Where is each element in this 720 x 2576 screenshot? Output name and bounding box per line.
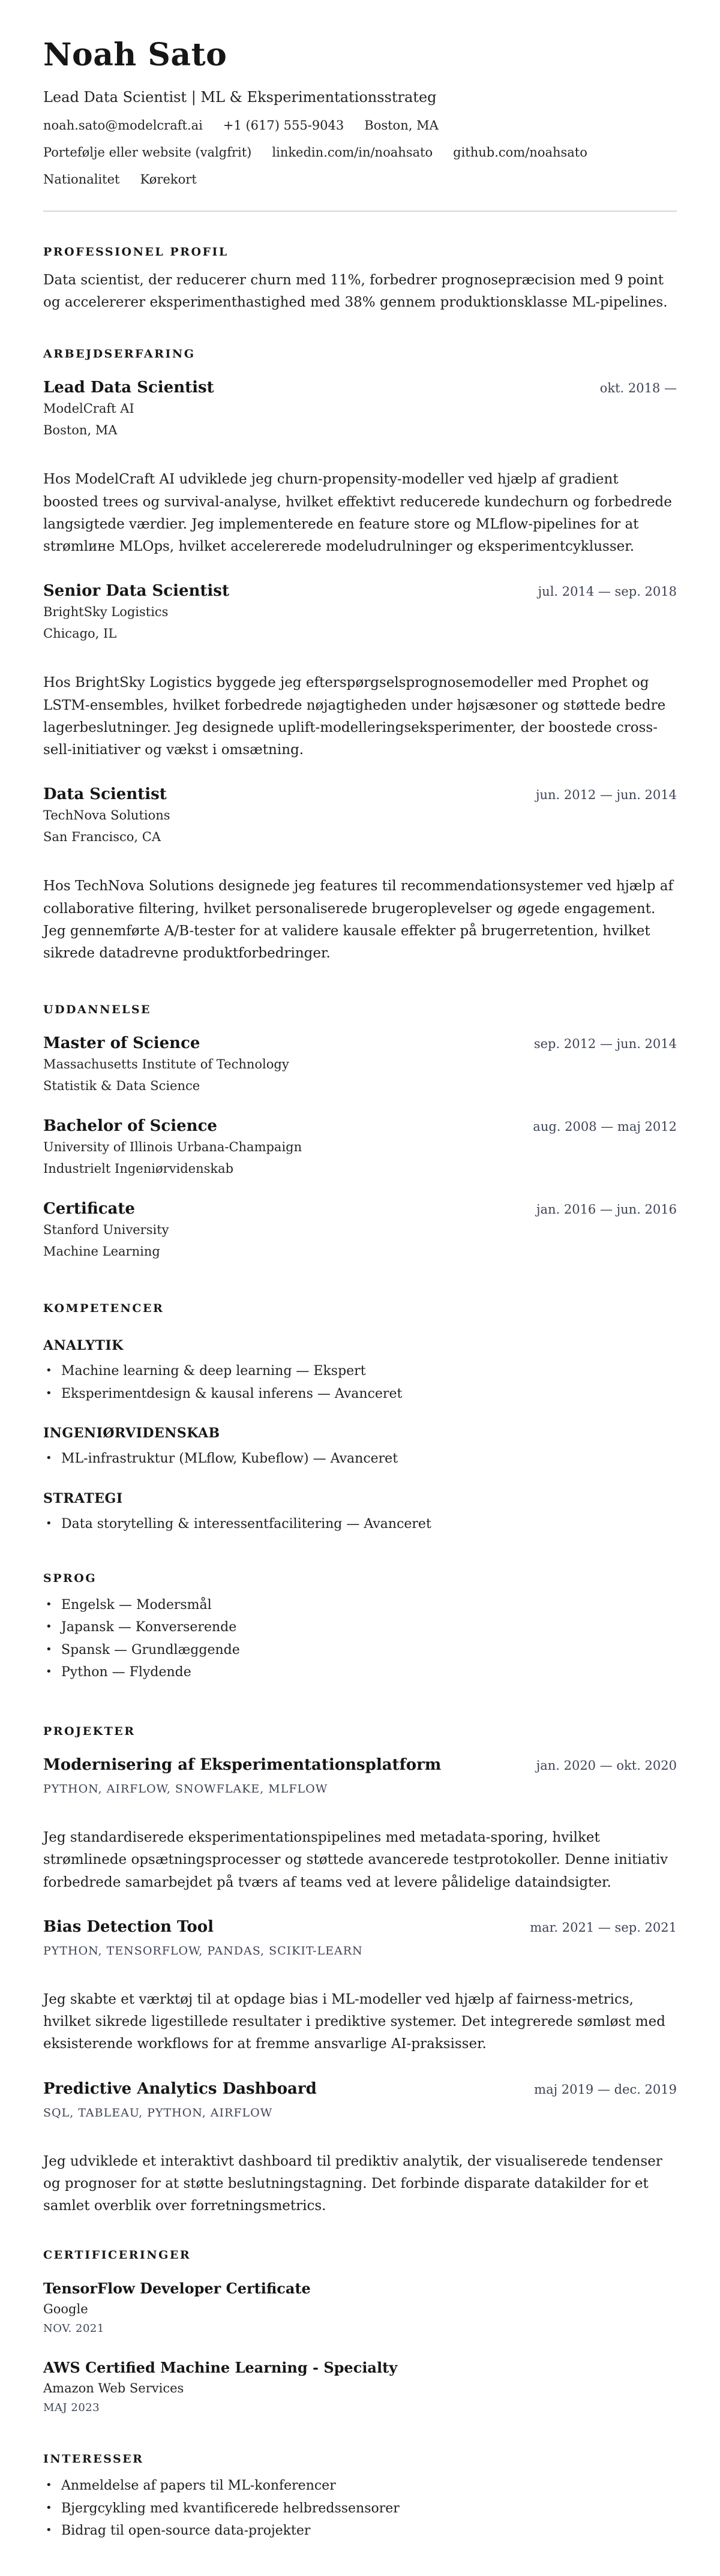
interest-item: • Bidrag til open-source data-projekter [43,2523,677,2540]
project-tags: PYTHON, AIRFLOW, SNOWFLAKE, MLFLOW [43,1782,328,1796]
skills-list [43,1363,677,1403]
education-heading: UDDANNELSE [43,1003,152,1017]
section-education [43,1003,677,1259]
project-dates: maj 2019 — dec. 2019 [534,2082,677,2097]
languages-list [43,1597,677,1682]
job-company: BrightSky Logistics [43,605,169,620]
education-degree: Bachelor of Science [43,1117,217,1136]
language-item: • Spansk — Grundlæggende [43,1642,677,1659]
certification-entry [43,2359,677,2414]
project-tags: PYTHON, TENSORFLOW, PANDAS, SCIKIT-LEARN [43,1944,363,1957]
section-interests [43,2452,677,2540]
project-entry [43,2080,677,2218]
candidate-title: Lead Data Scientist | ML & Eksperimentationsstrateg [43,88,437,106]
skills-heading: KOMPETENCER [43,1302,164,1316]
project-title: Predictive Analytics Dashboard [43,2079,317,2098]
education-degree: Certificate [43,1200,135,1218]
certification-date: NOV. 2021 [43,2322,104,2335]
job-title: Lead Data Scientist [43,379,214,397]
education-header [43,1117,677,1135]
education-header [43,1034,677,1052]
skills-group-title: ANALYTIK [43,1338,124,1354]
profile-heading: PROFESSIONEL PROFIL [43,245,229,259]
contact-row-3 [43,172,677,187]
project-dates: jan. 2020 — okt. 2020 [536,1758,677,1773]
project-header [43,1756,677,1774]
resume-header [43,37,677,212]
skills-list [43,1451,677,1468]
contact-nationality: Nationalitet [43,172,120,187]
experience-heading: ARBEJDSERFARING [43,347,196,361]
job-entry [43,379,677,558]
interests-list [43,2478,677,2540]
education-school: University of Illinois Urbana-Champaign [43,1140,302,1155]
certification-issuer: Amazon Web Services [43,2381,184,2396]
project-header [43,1918,677,1936]
candidate-name: Noah Sato [43,37,227,73]
job-description: Hos ModelCraft AI udviklede jeg churn-propensity-modeller ved hjælp af gradient boosted trees og survival-analyse, hvilket effektivt reducerede kundechurn og forbedrede langsigtede værdier. Jeg implementerede en feature store og MLflow-pipelines for at strømlине MLOps, hvilket accelererede modeludrulninger og eksperimentcyklusser. [43,472,672,555]
contact-github: github.com/noahsato [453,145,587,160]
job-description: Hos BrightSky Logistics byggede jeg efterspørgselsprognosemodeller med Prophet og LSTM-ensembles, hvilket forbedrede nøjagtigheden under højsæsoner og støttede bedre lagerbeslutninger. Jeg designede uplift-modelleringseksperimenter, der boostede cross-sell-initiativer og vækst i omsætning. [43,675,666,758]
job-header [43,582,677,600]
contact-location: Boston, MA [364,118,439,133]
project-header [43,2080,677,2098]
certification-name: AWS Certified Machine Learning - Specialty [43,2359,398,2377]
education-field: Machine Learning [43,1244,160,1259]
job-location: Chicago, IL [43,626,117,641]
job-location: San Francisco, CA [43,830,161,845]
job-header [43,379,677,397]
skills-group-title: INGENIØRVIDENSKAB [43,1425,220,1442]
project-title: Bias Detection Tool [43,1917,214,1936]
skills-list [43,1516,677,1533]
education-degree: Master of Science [43,1034,200,1053]
education-dates: sep. 2012 — jun. 2014 [533,1037,677,1052]
section-languages [43,1572,677,1682]
job-entry [43,785,677,965]
certification-date: MAJ 2023 [43,2401,100,2415]
section-certifications [43,2248,677,2414]
project-entry [43,1756,677,1894]
job-dates: jul. 2014 — sep. 2018 [538,584,677,599]
project-title: Modernisering af Eksperimentationsplatform [43,1756,442,1775]
project-tags: SQL, TABLEAU, PYTHON, AIRFLOW [43,2106,273,2119]
skill-item: • Machine learning & deep learning — Ekspert [43,1363,677,1380]
education-dates: jan. 2016 — jun. 2016 [536,1202,677,1217]
education-entry [43,1034,677,1093]
skill-item: • Eksperimentdesign & kausal inferens — Avanceret [43,1386,677,1403]
certifications-heading: CERTIFICERINGER [43,2248,191,2262]
language-item: • Japansk — Konverserende [43,1619,677,1637]
skills-group-title: STRATEGI [43,1491,123,1507]
contact-row-1 [43,118,677,133]
job-location: Boston, MA [43,423,118,438]
education-field: Industrielt Ingeniørvidenskab [43,1161,234,1176]
certification-entry [43,2280,677,2335]
education-entry [43,1117,677,1176]
language-item: • Python — Flydende [43,1664,677,1682]
project-description: Jeg skabte et værktøj til at opdage bias i ML-modeller ved hjælp af fairness-metrics, hvilket sikrede ligestillede resultater i prediktive systemer. Det integrerede sømløst med eksisterende workflows for at fremme ansvarlige AI-praksisser. [43,1991,665,2052]
section-projects [43,1725,677,2217]
section-experience [43,347,677,965]
certification-issuer: Google [43,2302,88,2317]
language-item: • Engelsk — Modersmål [43,1597,677,1614]
profile-text: Data scientist, der reducerer churn med 11%, forbedrer prognosepræcision med 9 point og accelererer eksperimenthastighed med 38% gennem produktionsklasse ML-pipelines. [43,272,668,311]
job-dates: jun. 2012 — jun. 2014 [535,788,677,803]
contact-phone: +1 (617) 555-9043 [223,118,344,133]
job-company: ModelCraft AI [43,401,134,416]
languages-heading: SPROG [43,1571,97,1585]
job-description: Hos TechNova Solutions designede jeg features til recommendationsystemer ved hjælp af collaborative filtering, hvilket personaliserede brugeroplevelser og øgede engagement. Jeg gennemførte A/B-tester for at validere kausale effekter på brugerretention, hvilket sikrede datadrevne produktforbedringer. [43,878,674,962]
contact-email: noah.sato@modelcraft.ai [43,118,203,133]
job-entry [43,582,677,761]
education-school: Massachusetts Institute of Technology [43,1057,289,1072]
interest-item: • Anmeldelse af papers til ML-konferencer [43,2478,677,2495]
job-dates: okt. 2018 — [599,381,677,396]
project-description: Jeg standardiserede eksperimentationspipelines med metadata-sporing, hvilket strømlinede opsætningsprocesser og støttede avancerede testprotokoller. Denne initiativ forbedrede samarbejdet på tværs af teams ved at levere pålidelige dataindsigter. [43,1830,668,1890]
education-entry [43,1200,677,1259]
education-field: Statistik & Data Science [43,1079,200,1094]
interests-heading: INTERESSER [43,2452,144,2466]
education-school: Stanford University [43,1223,169,1238]
section-skills [43,1302,677,1533]
project-description: Jeg udviklede et interaktivt dashboard til prediktiv analytik, der visualiserede tendenser og prognoser for at støtte beslutningstagning. Det forbinde disparate datakilder for et samlet overblik over forretningsmetrics. [43,2153,662,2214]
project-entry [43,1918,677,2056]
contact-website: Portefølje eller website (valgfrit) [43,145,252,160]
contact-linkedin: linkedin.com/in/noahsato [272,145,433,160]
skill-item: • Data storytelling & interessentfacilitering — Avanceret [43,1516,677,1533]
certification-name: TensorFlow Developer Certificate [43,2280,311,2298]
education-header [43,1200,677,1218]
job-title: Data Scientist [43,785,167,804]
contact-drivers-license: Kørekort [140,172,197,187]
education-dates: aug. 2008 — maj 2012 [533,1119,677,1134]
project-dates: mar. 2021 — sep. 2021 [530,1920,677,1935]
job-company: TechNova Solutions [43,808,170,823]
contact-row-2 [43,145,677,160]
section-profile [43,245,677,314]
header-divider [43,211,677,212]
job-title: Senior Data Scientist [43,582,229,601]
skill-item: • ML-infrastruktur (MLflow, Kubeflow) — Avanceret [43,1451,677,1468]
interest-item: • Bjergcykling med kvantificerede helbredssensorer [43,2500,677,2518]
projects-heading: PROJEKTER [43,1725,136,1739]
job-header [43,785,677,803]
